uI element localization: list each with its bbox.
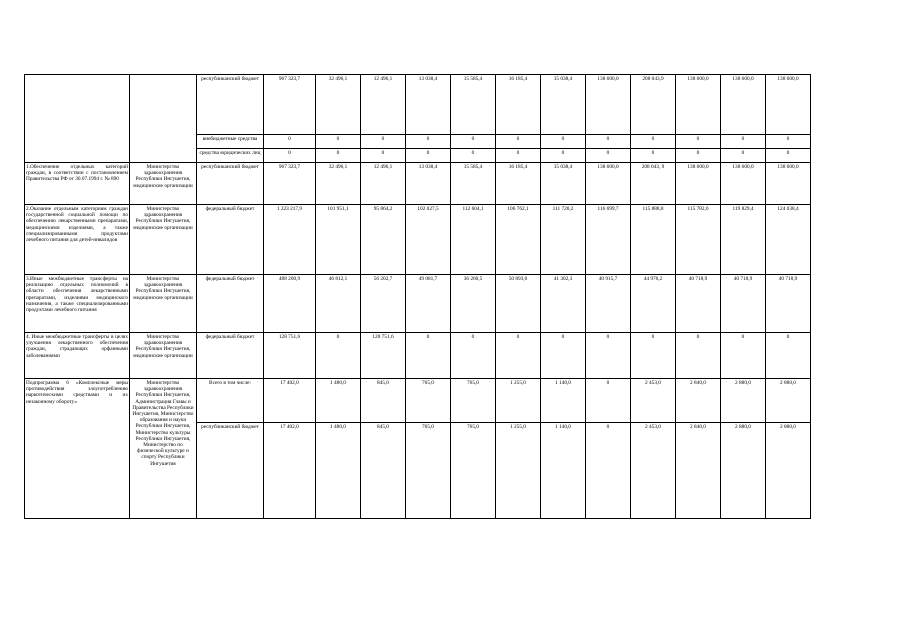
cell-value: 0: [496, 333, 541, 379]
cell-value: 36 260,5: [451, 275, 496, 333]
cell-value: 845,0: [361, 423, 406, 519]
cell-value: 0: [451, 333, 496, 379]
cell-value: 138 600,0: [676, 75, 721, 135]
budget-table: [24, 74, 811, 519]
cell-value: 1 255,0: [496, 379, 541, 423]
cell-total: 0: [264, 149, 316, 163]
cell-value: 16 185,4: [496, 163, 541, 205]
cell-value: 138 600,0: [766, 163, 811, 205]
cell-value: 12 496,1: [361, 75, 406, 135]
cell-value: 0: [766, 149, 811, 163]
cell-value: 0: [631, 333, 676, 379]
cell-value: 0: [766, 135, 811, 149]
row-source: Всего в том числе:: [197, 379, 264, 423]
cell-value: 1 140,0: [541, 379, 586, 423]
cell-value: 16 185,4: [496, 75, 541, 135]
table-row: [25, 379, 811, 423]
cell-value: 41 302,3: [541, 275, 586, 333]
cell-value: 138 600,0: [586, 163, 631, 205]
cell-value: 765,0: [451, 423, 496, 519]
cell-value: 0: [586, 379, 631, 423]
row-description: Подпрограмма 6 «Комплексные меры противодействия злоупотреблению наркотическими средствами и их незаконному обороту»: [25, 379, 130, 519]
cell-value: 765,0: [406, 423, 451, 519]
cell-value: 40 915,7: [586, 275, 631, 333]
row-description: 3.Иные межбюджетные трансферты на реализацию отдельных полномочий в области обеспечения лекарственными препаратами, изделиями медицинского назначения, а также специализированными продуктами лечебного питания: [25, 275, 130, 333]
cell-value: 115 888,8: [631, 205, 676, 275]
cell-value: 2 453,0: [631, 423, 676, 519]
table-row: [25, 163, 811, 205]
cell-value: 2 840,0: [676, 379, 721, 423]
table-row: [25, 333, 811, 379]
cell-value: 0: [766, 333, 811, 379]
cell-value: 765,0: [406, 379, 451, 423]
row-source: федеральный бюджет: [197, 275, 264, 333]
cell-value: 1 480,0: [316, 423, 361, 519]
cell-value: 101 951,1: [316, 205, 361, 275]
cell-value: 32 496,1: [316, 163, 361, 205]
cell-value: 44 976,2: [631, 275, 676, 333]
cell-value: 138 600,0: [721, 75, 766, 135]
cell-value: 0: [631, 135, 676, 149]
cell-value: 49 081,7: [406, 275, 451, 333]
cell-value: 0: [586, 135, 631, 149]
cell-value: 138 600,0: [721, 163, 766, 205]
cell-value: 112 604,1: [451, 205, 496, 275]
cell-value: 0: [676, 135, 721, 149]
cell-value: 208 043, 9: [631, 163, 676, 205]
table-row: [25, 205, 811, 275]
cell-value: 0: [361, 149, 406, 163]
cell-value: 119 829,4: [721, 205, 766, 275]
cell-value: 0: [586, 333, 631, 379]
cell-value: 138 600,0: [676, 163, 721, 205]
cell-value: 0: [541, 135, 586, 149]
row-executor: Министерство здравоохранения Республики Ингушетия, медицинские организации: [130, 205, 197, 275]
cell-total: 967 323,7: [264, 75, 316, 135]
cell-value: 2 453,0: [631, 379, 676, 423]
cell-value: 138 600,0: [766, 75, 811, 135]
row-description: 1.Обеспечение отдельных категорий граждан, в соответствии с постановлением Правительства РФ от 30.07.1994 г. № 890: [25, 163, 130, 205]
cell-value: 12 496,1: [361, 163, 406, 205]
cell-value: 0: [361, 135, 406, 149]
row-source: внебюджетные средства: [197, 135, 264, 149]
cell-value: 116 699,7: [586, 205, 631, 275]
cell-value: 115 782,0: [676, 205, 721, 275]
cell-value: 0: [451, 135, 496, 149]
cell-value: 208 043,9: [631, 75, 676, 135]
cell-value: 0: [721, 135, 766, 149]
row-description: 2.Оказание отдельным категориям граждан государственной социальной помощи по обеспечению лекарственными препаратами, медицинскими изделиями, а также специализированными продуктами лечебного питания для детей-инвалидов: [25, 205, 130, 275]
row-executor: Министерство здравоохранения Республики Ингушетия, медицинские организации: [130, 333, 197, 379]
cell-value: 0: [541, 333, 586, 379]
cell-value: 0: [316, 333, 361, 379]
cell-total: 0: [264, 135, 316, 149]
cell-value: 124 038,4: [766, 205, 811, 275]
cell-value: 111 720,2: [541, 205, 586, 275]
cell-value: 1 480,0: [316, 379, 361, 423]
cell-value: 0: [586, 149, 631, 163]
cell-value: 0: [406, 333, 451, 379]
cell-total: 1 223 217,9: [264, 205, 316, 275]
row-executor: [130, 75, 197, 163]
row-source: федеральный бюджет: [197, 333, 264, 379]
table-row: [25, 75, 811, 135]
cell-value: 128 751,6: [361, 333, 406, 379]
cell-value: 15 038,4: [541, 75, 586, 135]
cell-value: 15 585,4: [451, 163, 496, 205]
row-executor: Министерство здравоохранения Республики Ингушетия, медицинские организации: [130, 275, 197, 333]
cell-value: 0: [676, 333, 721, 379]
row-executor: Министерство здравоохранения Республики Ингушетия, Администрация Главы и Правительства Республики Ингушетия, Министерство образования и науки Республики Ингушетия, Министерство культуры Республики Ингушетия, Министерство по физической культуре и спорту Республики Ингушетия: [130, 379, 197, 519]
cell-value: 15 038,4: [541, 163, 586, 205]
cell-total: 17 402,0: [264, 379, 316, 423]
cell-value: 0: [586, 423, 631, 519]
cell-value: 765,0: [451, 379, 496, 423]
row-source: республиканский бюджет: [197, 423, 264, 519]
cell-value: 0: [541, 149, 586, 163]
cell-value: 0: [721, 149, 766, 163]
table-row: [25, 275, 811, 333]
cell-value: 0: [406, 149, 451, 163]
cell-value: 0: [496, 135, 541, 149]
cell-value: 2 880,0: [721, 379, 766, 423]
cell-value: 0: [316, 135, 361, 149]
cell-value: 0: [406, 135, 451, 149]
cell-value: 0: [631, 149, 676, 163]
row-source: республиканский бюджет: [197, 75, 264, 135]
cell-value: 2 880,0: [766, 423, 811, 519]
cell-value: 40 718,9: [766, 275, 811, 333]
cell-value: 0: [721, 333, 766, 379]
row-description: 4. Иные межбюджетные трансферты в целях улучшения лекарственного обеспечения граждан, страдающих орфанными заболеваниями: [25, 333, 130, 379]
cell-value: 13 038,4: [406, 75, 451, 135]
cell-value: 845,0: [361, 379, 406, 423]
cell-value: 15 585,4: [451, 75, 496, 135]
cell-value: 40 718,9: [676, 275, 721, 333]
cell-value: 46 812,1: [316, 275, 361, 333]
cell-value: 106 762,1: [496, 205, 541, 275]
cell-value: 0: [496, 149, 541, 163]
cell-value: 0: [676, 149, 721, 163]
cell-value: 40 718,9: [721, 275, 766, 333]
cell-value: 2 880,0: [721, 423, 766, 519]
row-source: республиканский бюджет: [197, 163, 264, 205]
cell-total: 967 323,7: [264, 163, 316, 205]
cell-total: 128 751,6: [264, 333, 316, 379]
row-source: федеральный бюджет: [197, 205, 264, 275]
cell-value: 50 893,0: [496, 275, 541, 333]
cell-value: 138 600,0: [586, 75, 631, 135]
cell-value: 0: [316, 149, 361, 163]
cell-value: 95 864,2: [361, 205, 406, 275]
row-source: средства юридических лиц: [197, 149, 264, 163]
cell-value: 56 202,7: [361, 275, 406, 333]
cell-value: 102 027,5: [406, 205, 451, 275]
cell-total: 488 200,9: [264, 275, 316, 333]
cell-value: 32 496,1: [316, 75, 361, 135]
cell-total: 17 402,0: [264, 423, 316, 519]
row-executor: Министерство здравоохранения Республики Ингушетия, медицинские организации: [130, 163, 197, 205]
cell-value: 1 140,0: [541, 423, 586, 519]
row-description: [25, 75, 130, 163]
cell-value: 2 840,0: [676, 423, 721, 519]
cell-value: 13 038,4: [406, 163, 451, 205]
cell-value: 0: [451, 149, 496, 163]
cell-value: 2 880,0: [766, 379, 811, 423]
cell-value: 1 255,0: [496, 423, 541, 519]
